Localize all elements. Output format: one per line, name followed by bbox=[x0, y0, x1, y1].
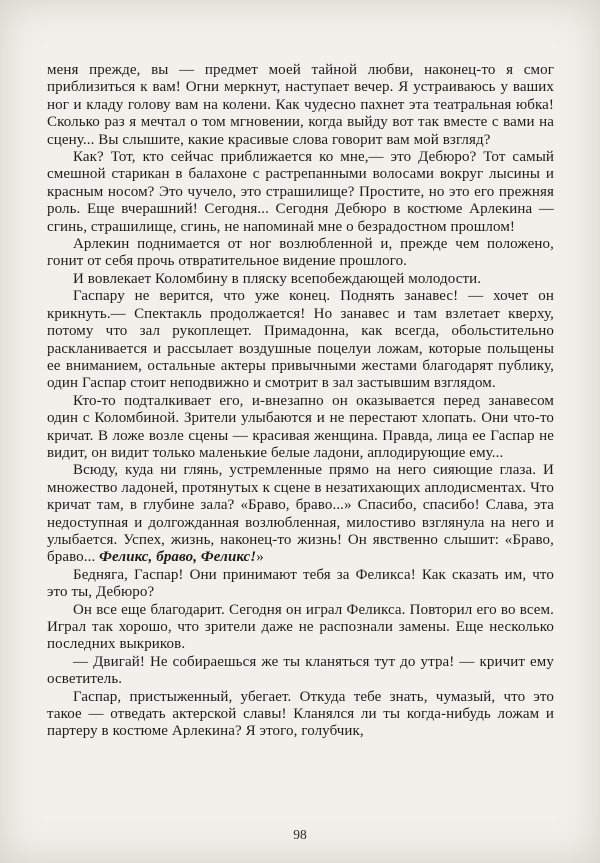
emphasized-text: Феликс, браво, Феликс! bbox=[99, 549, 257, 566]
paragraph: Гаспару не верится, что уже конец. Поднять занавес! — хочет он крикнуть.— Спектакль продолжается! Но занавес и там взлетает кверху, потому что зал рукоплещет. Примадонна, как всегда, обольстительно раскланивается и рассылает воздушные поцелуи ложам, которые польщены ее вниманием, остальные актеры привычными жестами благодарят публику, один Гаспар стоит неподвижно и смотрит в зал застывшим взглядом. bbox=[47, 288, 554, 392]
page-number: 98 bbox=[293, 827, 307, 842]
paragraph: Арлекин поднимается от ног возлюбленной и, прежде чем положено, гонит от себя прочь отвратительное видение прошлого. bbox=[47, 236, 554, 270]
paragraph: Он все еще благодарит. Сегодня он играл Феликса. Повторил его во всем. Играл так хорошо, что зрители даже не распознали замены. Еще несколько последних выкриков. bbox=[47, 601, 554, 653]
paragraph: Гаспар, пристыженный, убегает. Откуда тебе знать, чумазый, что это такое — отведать актерской славы! Кланялся ли ты когда-нибудь ложам и партеру в костюме Арлекина? Я этого, голубчик, bbox=[47, 688, 554, 740]
paragraph: И вовлекает Коломбину в пляску всепобеждающей молодости. bbox=[73, 270, 482, 287]
paragraph-text: » bbox=[256, 549, 264, 566]
paragraph: меня прежде, вы — предмет моей тайной любви, наконец-то я смог приблизиться к вам! Огни меркнут, наступает вечер. Я устраиваюсь у ваших ног и кладу голову вам на колени. Как чудесно пахнет эта театральная юбка! Сколько раз я мечтал о том мгновении, когда выйду вот так вместе с вами на сцену... Вы слышите, какие красивые слова говорит вам мой взгляд? bbox=[47, 62, 554, 148]
paragraph: Кто-то подталкивает его, и-внезапно он оказывается перед занавесом один с Коломбиной. Зрители улыбаются и не перестают хлопать. Они что-то кричат. В ложе возле сцены — красивая женщина. Правда, лица ее Гаспар не видит, он видит только маленькие белые ладони, аплодирующие ему... bbox=[47, 392, 554, 461]
paragraph-text: Всюду, куда ни глянь, устремленные прямо на него сияющие глаза. И множество ладоней, протянутых к сцене в незатихающих аплодисментах. Что кричат там, в глубине зала? «Браво, браво...» Спасибо, спасибо! Слава, эта недоступная и долгожданная возлюбленная, милостиво взглянула на него и улыбается. Успех, жизнь, наконец-то жизнь! Он явственно слышит: «Браво, браво... bbox=[47, 462, 554, 566]
paragraph: — Двигай! Не собираешься же ты кланяться тут до утра! — кричит ему осветитель. bbox=[47, 653, 554, 688]
paragraph: Как? Тот, кто сейчас приближается ко мне,— это Дебюро? Тот самый смешной старикан в балахоне с растрепанными волосами вокруг лысины и красным носом? Это чучело, это страшилище? Простите, но это его прежняя роль. Еще вчерашний! Сегодня... Сегодня Дебюро в костюме Арлекина — сгинь, страшилище, сгинь, не напоминай мне о безрадостном прошлом! bbox=[47, 149, 554, 235]
page-text bbox=[47, 62, 554, 741]
paragraph bbox=[47, 462, 554, 566]
paragraph: Бедняга, Гаспар! Они принимают тебя за Феликса! Как сказать им, что это ты, Дебюро? bbox=[47, 566, 554, 601]
